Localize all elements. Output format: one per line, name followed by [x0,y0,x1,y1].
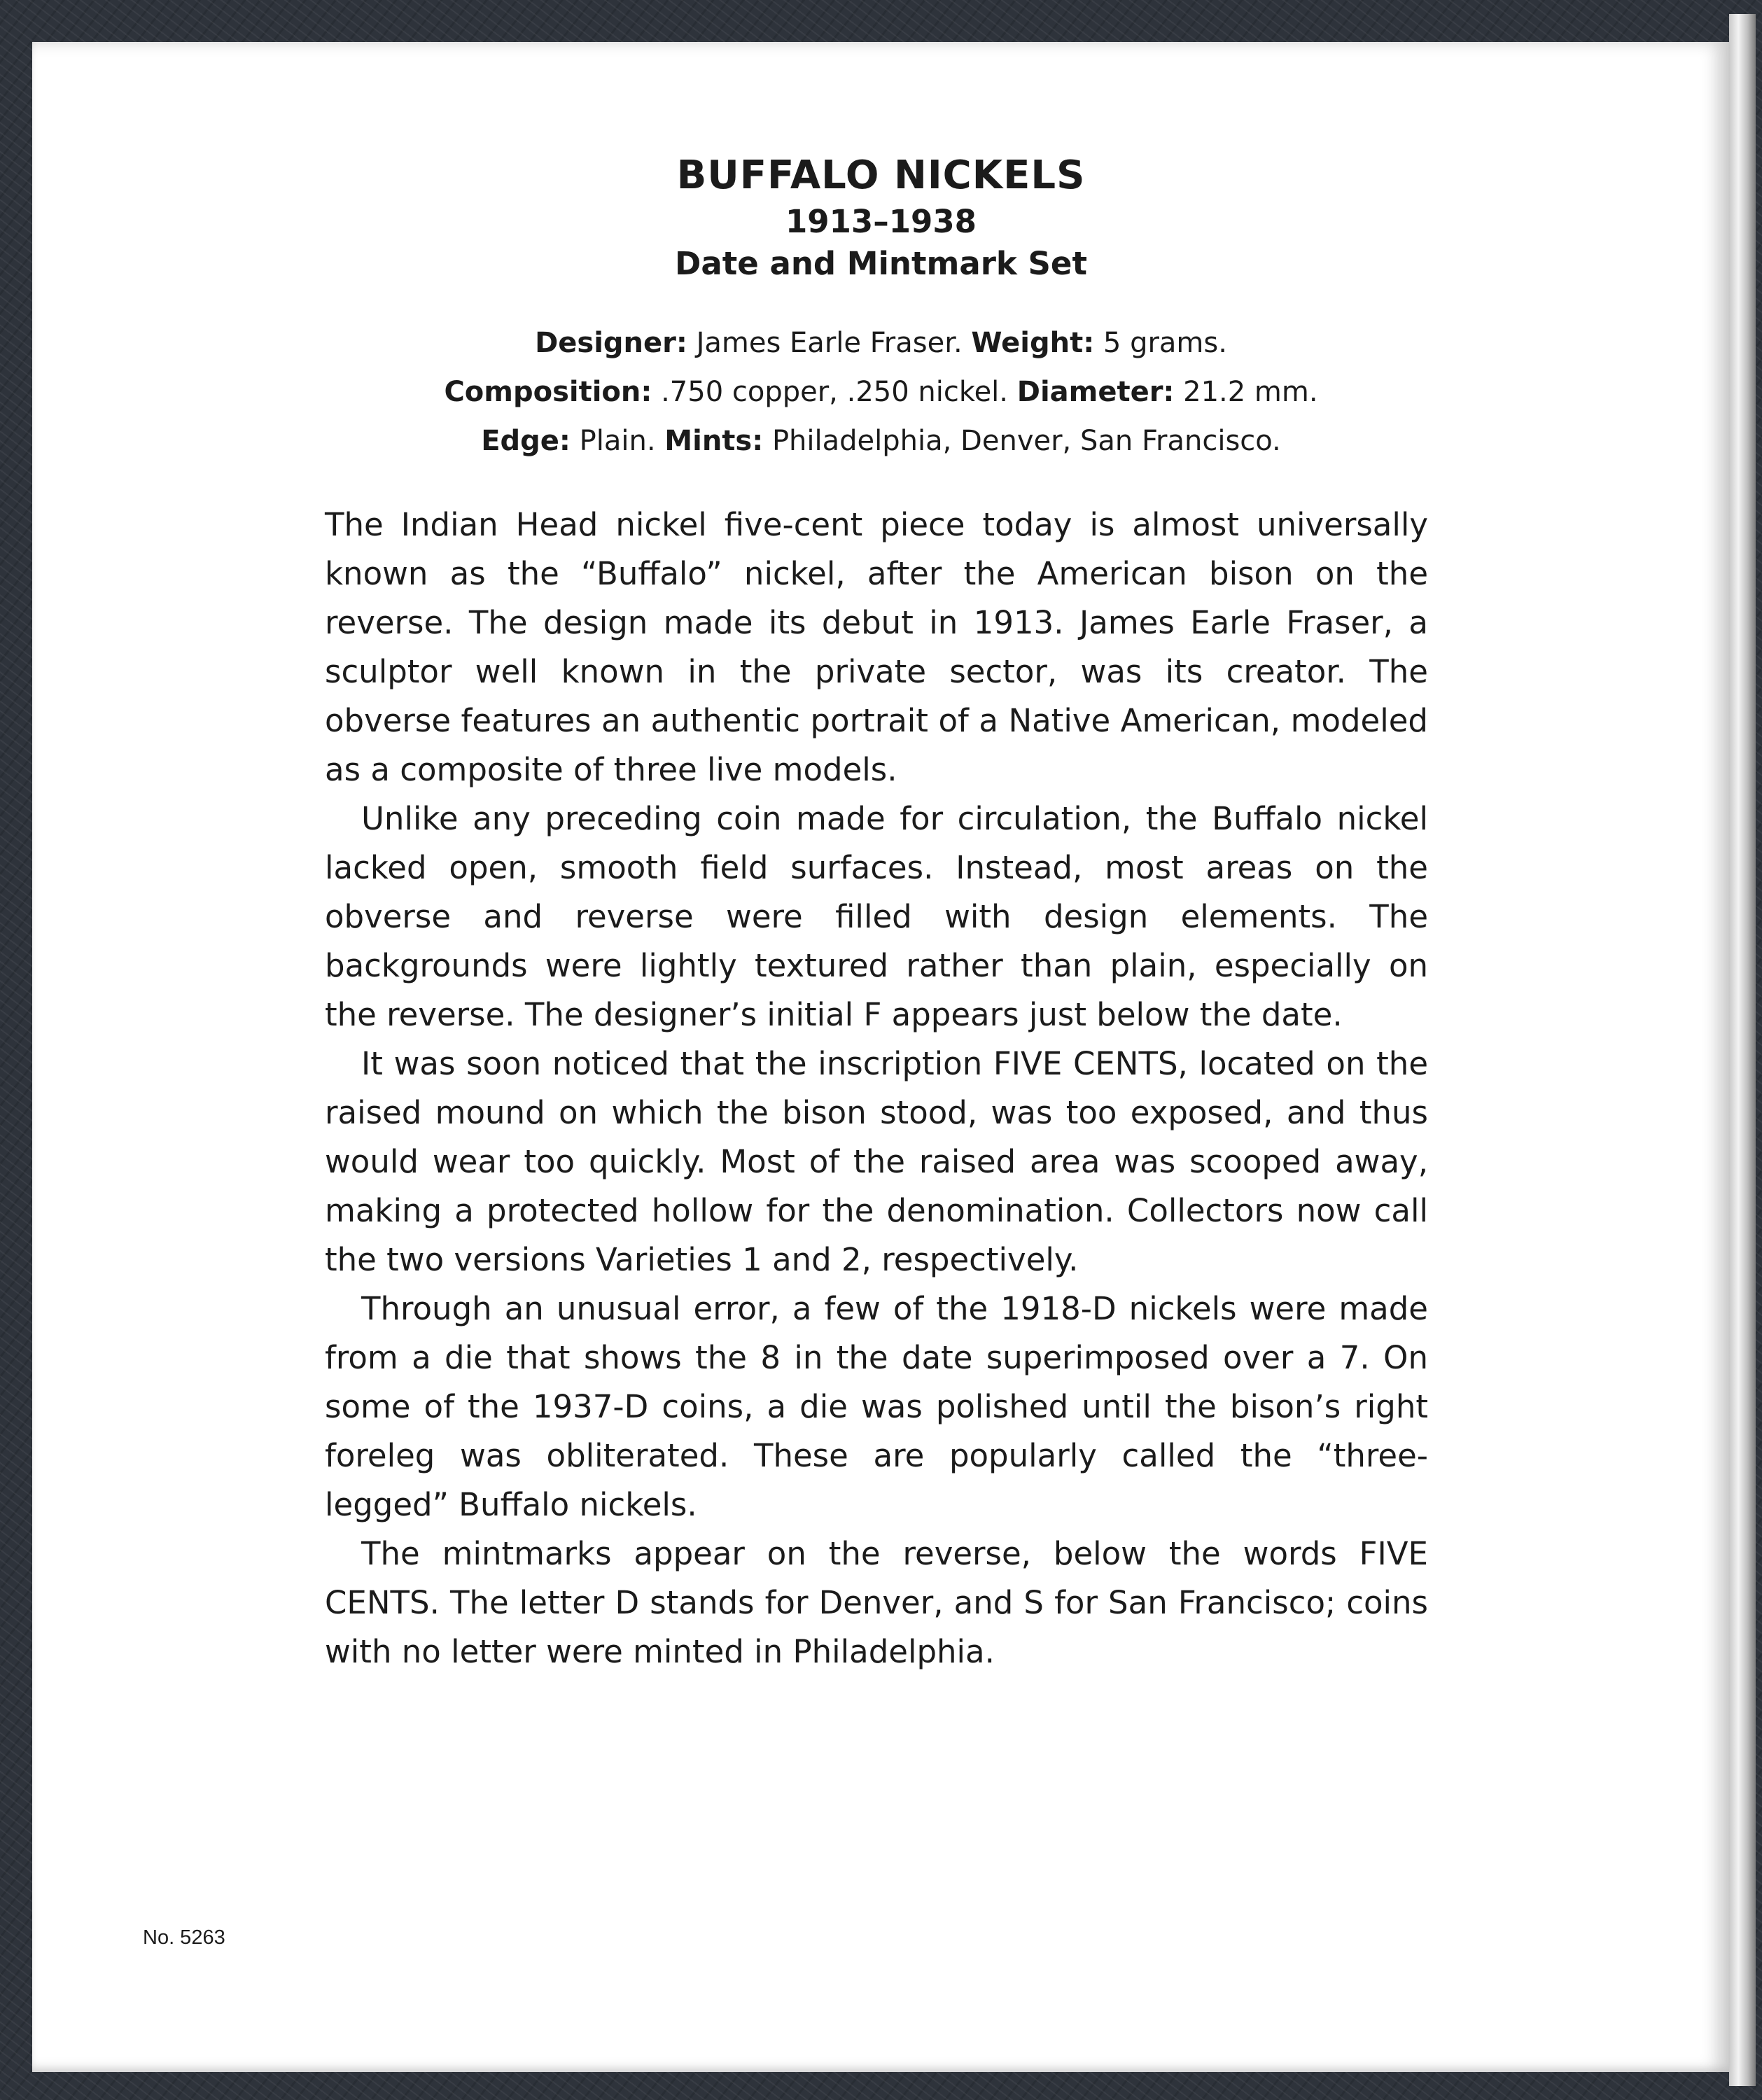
paragraph: Through an unusual error, a few of the 1918-D nickels were made from a die that shows the 8 in the date superimposed over a 7. On some of the 1937-D coins, a die was polished until the bison’s right foreleg was obliterated. These are popularly called the “three-legged” Buffalo nickels. [325,1290,1428,1523]
paragraph: The Indian Head nickel five-cent piece today is almost universally known as the “Buffalo” nickel, after the American bison on the reverse. The design made its debut in 1913. James Earle Fraser, a sculptor well known in the private sector, was its creator. The obverse features an authentic portrait of a Native American, modeled as a composite of three live models. [325,506,1428,788]
spec-line-3 [0,416,1762,465]
designer-value: James Earle Fraser. [696,327,963,359]
spec-line-1 [0,318,1762,368]
mints-label: Mints: [664,425,764,457]
composition-value: .750 copper, .250 nickel. [661,376,1009,408]
weight-value: 5 grams. [1103,327,1227,359]
diameter-value: 21.2 mm. [1183,376,1318,408]
description-text [325,500,1428,1676]
paragraph: The mintmarks appear on the reverse, below the words FIVE CENTS. The letter D stands for Denver, and S for San Francisco; coins with no letter were minted in Philadelphia. [325,1535,1428,1670]
designer-label: Designer: [535,327,687,359]
edge-value: Plain. [579,425,656,457]
diameter-label: Diameter: [1016,376,1175,408]
edge-label: Edge: [481,425,571,457]
paragraph: Unlike any preceding coin made for circulation, the Buffalo nickel lacked open, smooth field surfaces. Instead, most areas on the obverse and reverse were filled with design elements. The backgrounds were lightly textured rather than plain, especially on the reverse. The designer’s initial F appears just below the date. [325,800,1428,1033]
mints-value: Philadelphia, Denver, San Francisco. [771,425,1281,457]
year-range: 1913–1938 [785,203,977,240]
page-title: BUFFALO NICKELS [676,153,1086,198]
weight-label: Weight: [971,327,1095,359]
page-subtitle: Date and Mintmark Set [675,245,1087,282]
paragraph: It was soon noticed that the inscription FIVE CENTS, located on the raised mound on which the bison stood, was too exposed, and thus would wear too quickly. Most of the raised area was scooped away, making a protected hollow for the denomination. Collectors now call the two versions Varieties 1 and 2, respectively. [325,1045,1428,1278]
composition-label: Composition: [444,376,652,408]
catalog-number: No. 5263 [143,1926,225,1949]
coin-specifications [0,318,1762,465]
spec-line-2 [0,368,1762,416]
